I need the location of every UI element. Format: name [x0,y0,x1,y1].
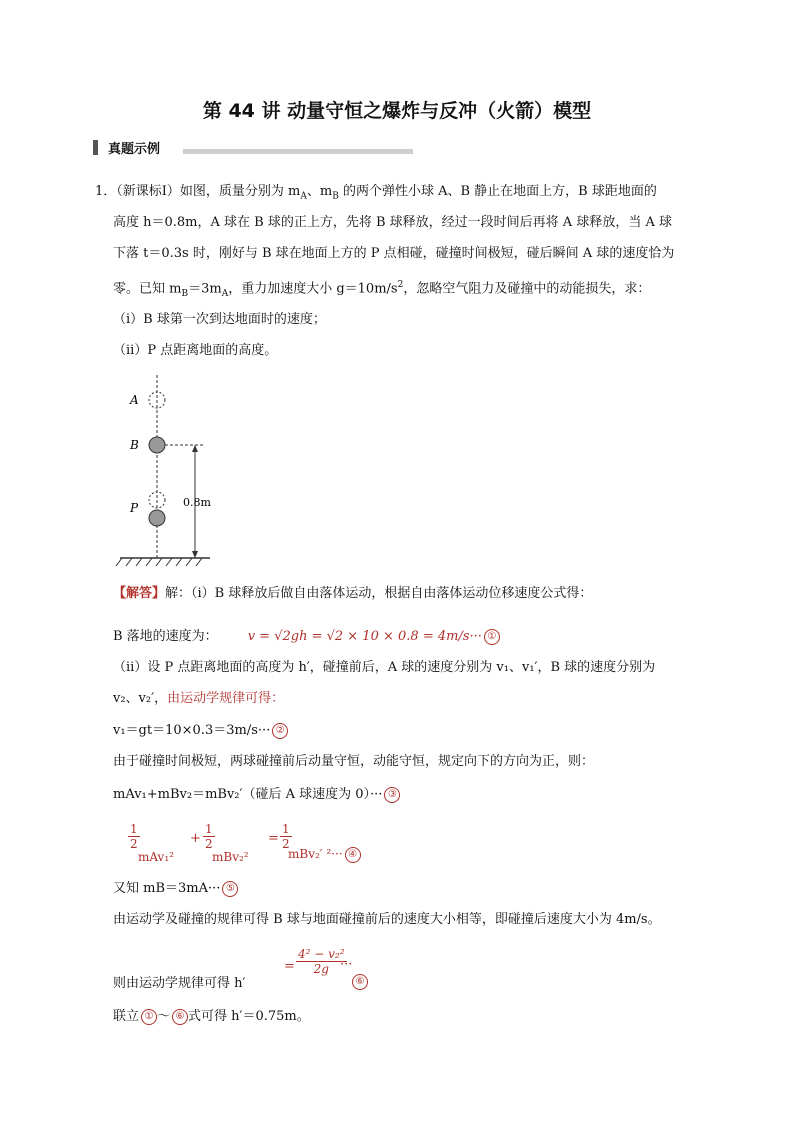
question-1: （i）B 球第一次到达地面时的速度； [113,312,326,327]
page-title: 第 44 讲 动量守恒之爆炸与反冲（火箭）模型 [202,100,592,122]
solution-line-11: 则由运动学规律可得 h′ [113,976,246,991]
half-fraction-1: $\frac{1}{2}$ [130,822,138,851]
solution-line-9: 又知 mB＝3mA··· ⑤ [113,880,238,898]
solution-line-4: v₂、v₂′，由运动学规律可得： [113,691,285,706]
ke-term-3: mBv₂′ ²··· ④ [288,845,361,864]
height-label: 0.8m [183,496,211,509]
circle-6: ⑥ [350,973,368,991]
solution-line-7: mAv₁+mBv₂＝mBv₂′（碰后 A 球速度为 0）··· ③ [113,786,400,804]
problem-line-3: 下落 t＝0.3s 时，刚好与 B 球在地面上方的 P 点相碰，碰撞时间极短，碰后瞬间 A 球的速度恰为 [113,246,675,261]
ke-term-2: mBv₂² [212,850,249,864]
half-fraction-3: $\frac{1}{2}$ [282,822,290,851]
solution-line-6: 由于碰撞时间极短，两球碰撞前后动量守恒，动能守恒，规定向下的方向为正，则： [113,754,595,769]
problem-line-2: 高度 h＝0.8m，A 球在 B 球的正上方，先将 B 球释放，经过一段时间后再将 A 球释放，当 A 球 [113,215,672,230]
section-header [93,138,160,156]
problem-figure [110,370,230,570]
solution-line-3: （ii）设 P 点距离地面的高度为 h′，碰撞前后，A 球的速度分别为 v₁、v₁′，B 球的速度分别为 [113,660,656,675]
plus-sign: + [190,831,201,846]
ball-b-at-p [149,510,165,526]
solution-line-10: 由运动学及碰撞的规律可得 B 球与地面碰撞前后的速度大小相等，即碰撞后速度大小为 4m/s。 [113,912,661,927]
solution-line-2: B 落地的速度为： v = √2gh = √2 × 10 × 0.8 = 4m/s··· ① [113,628,500,646]
problem-line-4: 零。已知 $m_B=3m_A$，重力加速度大小 $g=10m/s^2$，忽略空气阻力及碰撞中的动能损失，求： [113,280,651,299]
ball-b [149,437,165,453]
solution-line-5: v₁＝gt＝10×0.3＝3m/s··· ② [113,722,288,740]
section-rule [183,149,413,154]
equals-sign-2: = [284,959,295,974]
question-2: （ii）P 点距离地面的高度。 [113,343,278,358]
section-label: 真题示例 [108,141,161,157]
section-marker [93,140,98,155]
ke-term-1: mAv₁² [138,850,174,864]
label-p: P [130,501,139,515]
solution-line-1: 【解答】解：（i）B 球释放后做自由落体运动，根据自由落体运动位移速度公式得： [113,586,593,601]
solution-line-12: 联立 ① ～ ⑥ 式可得 h′＝0.75m。 [113,1009,310,1024]
problem-line-1: 1．（新课标Ⅰ）如图，质量分别为 $m_A$、$m_B$ 的两个弹性小球 A、B 静止在地面上方，B 球距地面的 [95,184,657,202]
ellipsis: ··· [340,957,353,972]
half-fraction-2: $\frac{1}{2}$ [205,822,213,851]
height-fraction: $\frac{\text{4² − v₂²}}{2g}$ [298,947,345,976]
label-a: A [130,393,139,407]
equals-sign: = [268,831,279,846]
label-b: B [130,438,139,452]
